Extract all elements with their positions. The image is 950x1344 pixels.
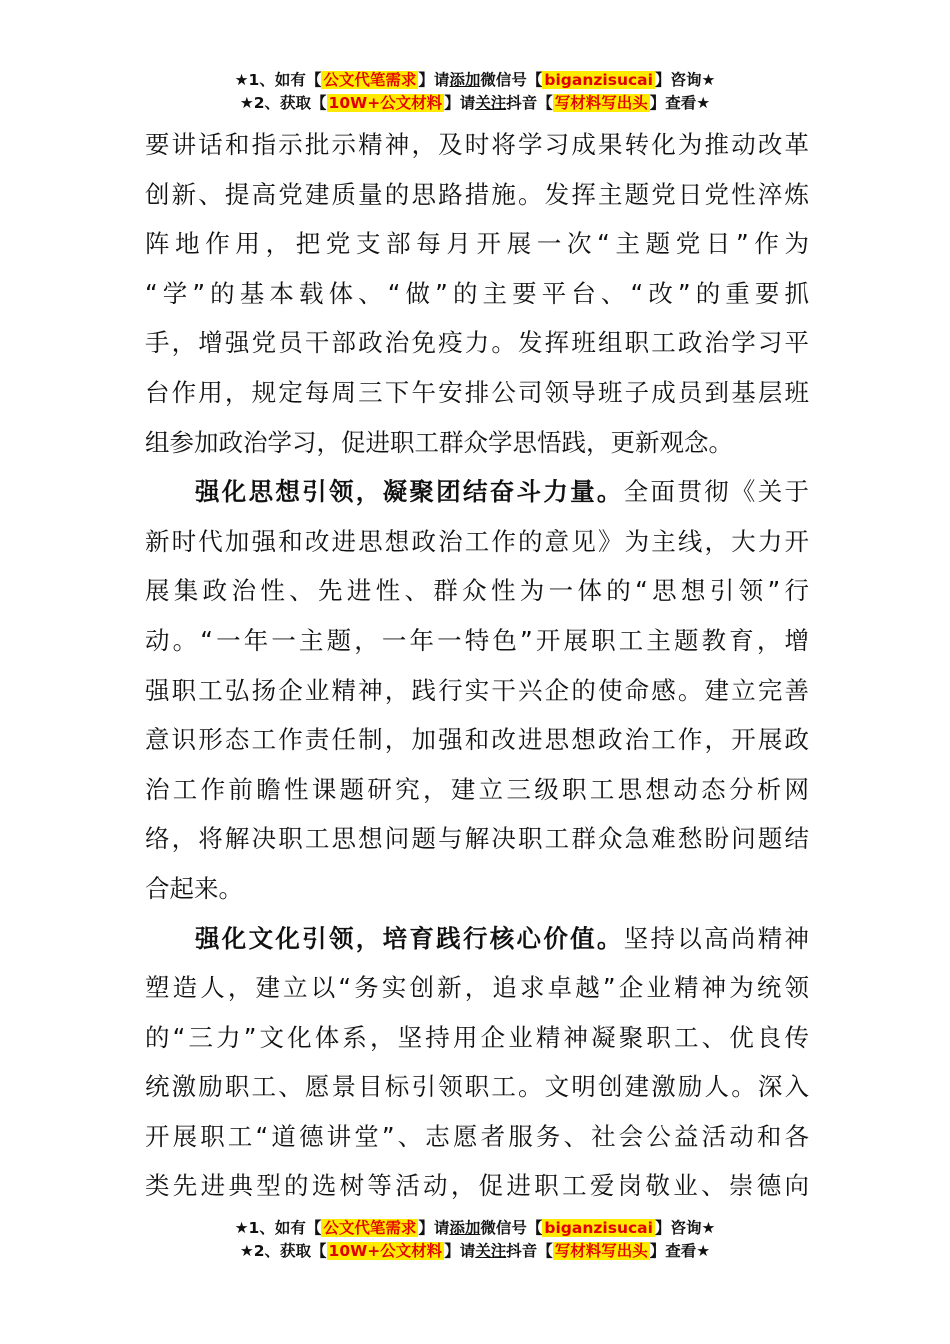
banner-highlight: 10W+公文材料 [328, 1242, 443, 1260]
text-line: 类先进典型的选树等活动，促进职工爱岗敬业、崇德向 [145, 1171, 809, 1201]
banner-text: ★1、如有【 [234, 1219, 322, 1237]
banner-wechat-id: biganzisucai [544, 1219, 653, 1237]
document-body [145, 120, 809, 1211]
banner-underline: 关注 [475, 1242, 507, 1260]
banner-douyin-id: 写材料写出头 [554, 94, 648, 112]
banner-text: 】咨询★ [654, 1219, 716, 1237]
banner-underline: 添加 [449, 71, 481, 89]
banner-text: 】请 [444, 1242, 476, 1260]
paragraph-heading: 强化思想引领，凝聚团结奋斗力量。 [195, 477, 624, 507]
banner-line-2 [0, 92, 950, 115]
text-line: 的“三力”文化体系，坚持用企业精神凝聚职工、优良传 [145, 1022, 809, 1052]
banner-text: 微信号【 [480, 1219, 543, 1237]
text-line: 组参加政治学习，促进职工群众学思悟践，更新观念。 [145, 427, 733, 457]
footer-banner [0, 1217, 950, 1263]
banner-text: 抖音【 [506, 94, 553, 112]
banner-line-1 [0, 1217, 950, 1240]
text-line: 阵地作用，把党支部每月开展一次“主题党日”作为 [145, 229, 809, 259]
banner-text: 】请 [418, 71, 450, 89]
text-line: “学”的基本载体、“做”的主要平台、“改”的重要抓 [145, 278, 809, 308]
text-line: 治工作前瞻性课题研究，建立三级职工思想动态分析网 [145, 774, 809, 804]
banner-highlight: 公文代笔需求 [323, 71, 417, 89]
text-line: 络，将解决职工思想问题与解决职工群众急难愁盼问题结 [145, 824, 809, 854]
banner-text: 】请 [418, 1219, 450, 1237]
text-run: 全面贯彻《关于 [623, 477, 810, 507]
banner-highlight: 10W+公文材料 [328, 94, 443, 112]
banner-text: 】查看★ [649, 94, 711, 112]
paragraph-2 [145, 467, 809, 913]
text-line-first [145, 914, 809, 964]
banner-text: 】咨询★ [654, 71, 716, 89]
banner-text: 微信号【 [480, 71, 543, 89]
banner-underline: 关注 [475, 94, 507, 112]
paragraph-heading: 强化文化引领，培育践行核心价值。 [195, 923, 624, 953]
header-banner [0, 69, 950, 115]
paragraph-3 [145, 914, 809, 1212]
text-line: 展集政治性、先进性、群众性为一体的“思想引领”行 [145, 576, 809, 606]
banner-text: 】请 [444, 94, 476, 112]
text-line: 开展职工“道德讲堂”、志愿者服务、社会公益活动和各 [145, 1121, 809, 1151]
banner-text: 抖音【 [506, 1242, 553, 1260]
banner-line-1 [0, 69, 950, 92]
banner-text: ★2、获取【 [239, 94, 327, 112]
text-line: 统激励职工、愿景目标引领职工。文明创建激励人。深入 [145, 1072, 809, 1102]
banner-wechat-id: biganzisucai [544, 71, 653, 89]
text-line: 强职工弘扬企业精神，践行实干兴企的使命感。建立完善 [145, 675, 809, 705]
text-line: 要讲话和指示批示精神，及时将学习成果转化为推动改革 [145, 130, 809, 159]
text-line-first [145, 467, 809, 517]
banner-line-2 [0, 1240, 950, 1263]
banner-highlight: 公文代笔需求 [323, 1219, 417, 1237]
text-line: 台作用，规定每周三下午安排公司领导班子成员到基层班 [145, 377, 809, 407]
text-run: 坚持以高尚精神 [623, 923, 810, 953]
text-line: 塑造人，建立以“务实创新，追求卓越”企业精神为统领 [145, 973, 809, 1003]
text-line: 新时代加强和改进思想政治工作的意见》为主线，大力开 [145, 526, 809, 556]
text-line: 手，增强党员干部政治免疫力。发挥班组职工政治学习平 [145, 328, 809, 358]
text-line: 动。“一年一主题，一年一特色”开展职工主题教育，增 [145, 625, 809, 655]
banner-douyin-id: 写材料写出头 [554, 1242, 648, 1260]
text-line: 创新、提高党建质量的思路措施。发挥主题党日党性淬炼 [145, 179, 809, 209]
text-line: 意识形态工作责任制，加强和改进思想政治工作，开展政 [145, 725, 809, 755]
banner-text: ★2、获取【 [239, 1242, 327, 1260]
text-line: 合起来。 [145, 873, 243, 903]
paragraph-1 [145, 120, 809, 467]
banner-underline: 添加 [449, 1219, 481, 1237]
banner-text: 】查看★ [649, 1242, 711, 1260]
banner-text: ★1、如有【 [234, 71, 322, 89]
